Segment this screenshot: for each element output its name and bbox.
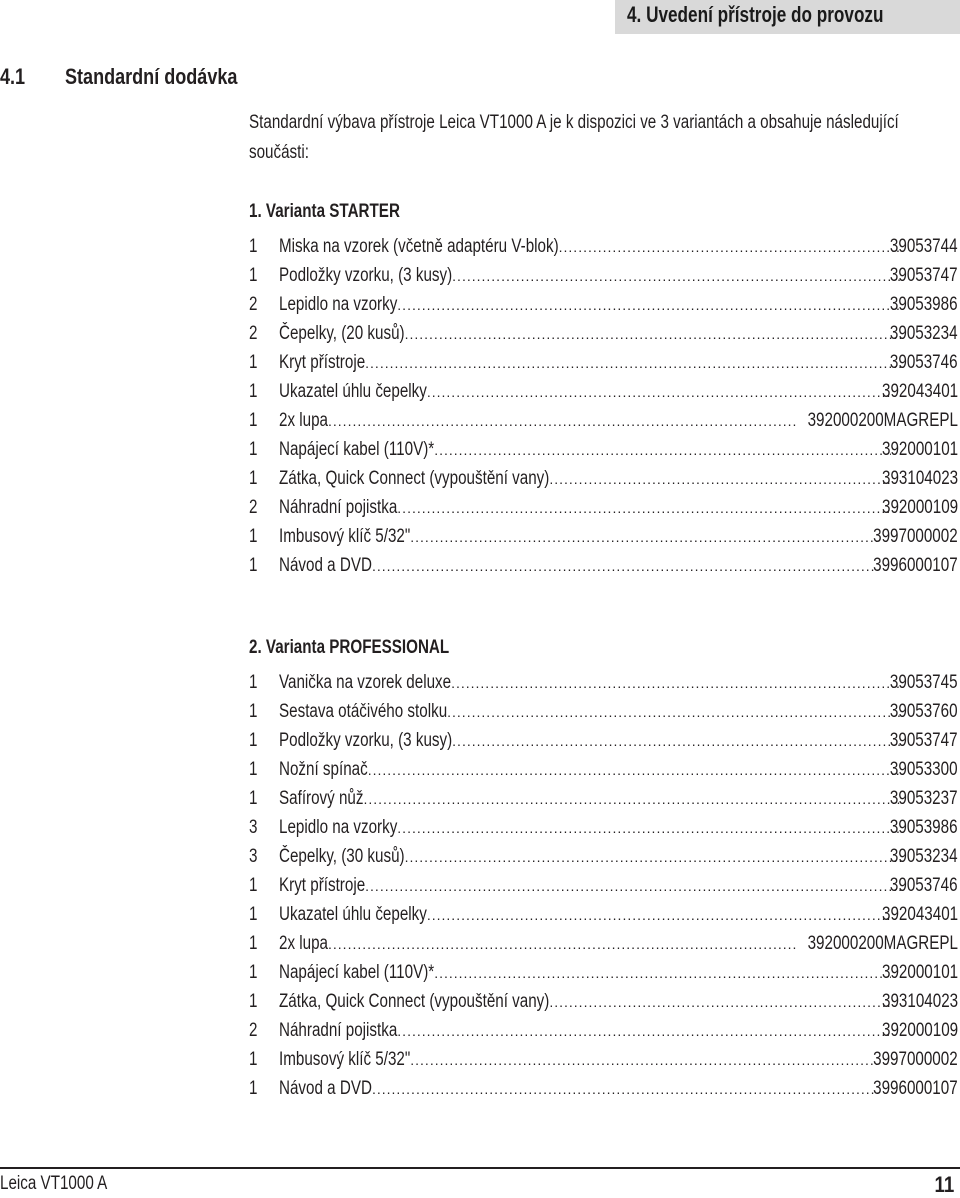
dot-leader (549, 465, 891, 493)
item-name: Kryt přístroje (279, 875, 366, 896)
item-quantity: 1 (249, 672, 258, 693)
list-item (249, 522, 958, 551)
item-quantity: 1 (249, 381, 258, 402)
item-name: Lepidlo na vzorky (279, 817, 398, 838)
item-quantity: 1 (249, 468, 258, 489)
item-name: Napájecí kabel (110V)* (279, 962, 435, 983)
item-order-number: 393104023 (881, 468, 958, 489)
item-quantity: 1 (249, 555, 258, 576)
list-item (249, 726, 958, 755)
item-name: Imbusový klíč 5/32" (279, 526, 411, 547)
item-quantity: 1 (249, 730, 258, 751)
item-order-number: 39053747 (890, 265, 958, 286)
item-quantity: 1 (249, 439, 258, 460)
dot-leader (372, 552, 880, 580)
dot-leader (410, 523, 880, 551)
item-quantity: 1 (249, 526, 258, 547)
item-quantity: 1 (249, 352, 258, 373)
dot-leader (405, 843, 902, 871)
dot-leader (434, 436, 891, 464)
item-name: Safírový nůž (279, 788, 364, 809)
dot-leader (559, 233, 902, 261)
list-item (249, 755, 958, 784)
item-quantity: 1 (249, 236, 258, 257)
list-item (249, 958, 958, 987)
item-name: 2x lupa (279, 933, 329, 954)
item-order-number: 39053744 (890, 236, 958, 257)
item-name: Návod a DVD (279, 555, 372, 576)
item-order-number: 392000101 (881, 962, 958, 983)
item-order-number: 393104023 (881, 991, 958, 1012)
dot-leader (328, 407, 798, 435)
item-order-number: 39053747 (890, 730, 958, 751)
page-number: 11 (934, 1172, 954, 1197)
dot-leader (372, 1075, 880, 1103)
item-name: 2x lupa (279, 410, 329, 431)
chapter-title: 4. Uvedení přístroje do provozu (627, 2, 884, 27)
item-quantity: 2 (249, 323, 258, 344)
item-name: Čepelky, (30 kusů) (279, 846, 405, 867)
item-quantity: 3 (249, 846, 258, 867)
list-item (249, 987, 958, 1016)
footer-product-name: Leica VT1000 A (0, 1173, 108, 1194)
list-item (249, 435, 958, 464)
list-item (249, 668, 958, 697)
item-name: Napájecí kabel (110V)* (279, 439, 435, 460)
list-item (249, 929, 958, 958)
item-name: Kryt přístroje (279, 352, 366, 373)
item-quantity: 1 (249, 701, 258, 722)
list-item (249, 377, 958, 406)
item-order-number: 39053746 (890, 352, 958, 373)
dot-leader (549, 988, 891, 1016)
list-item (249, 551, 958, 580)
section-number: 4.1 (0, 64, 26, 89)
item-quantity: 1 (249, 410, 258, 431)
section-title: Standardní dodávka (65, 64, 238, 89)
item-quantity: 1 (249, 1078, 258, 1099)
list-item (249, 813, 958, 842)
item-order-number: 392000109 (881, 497, 958, 518)
list-item (249, 319, 958, 348)
variant-1-item-list (249, 232, 958, 580)
item-order-number: 392000101 (881, 439, 958, 460)
list-item (249, 261, 958, 290)
item-name: Vanička na vzorek deluxe (279, 672, 452, 693)
list-item (249, 900, 958, 929)
list-item (249, 697, 958, 726)
item-quantity: 2 (249, 1020, 258, 1041)
variant-1-heading: 1. Varianta STARTER (249, 201, 400, 222)
item-order-number: 3997000002 (873, 526, 958, 547)
item-quantity: 1 (249, 759, 258, 780)
item-order-number: 39053745 (890, 672, 958, 693)
item-quantity: 2 (249, 497, 258, 518)
dot-leader (363, 785, 901, 813)
item-name: Zátka, Quick Connect (vypouštění vany) (279, 468, 550, 489)
dot-leader (328, 930, 798, 958)
list-item (249, 1045, 958, 1074)
list-item (249, 406, 958, 435)
dot-leader (365, 349, 901, 377)
variant-2-heading: 2. Varianta PROFESSIONAL (249, 637, 450, 658)
item-order-number: 39053986 (890, 817, 958, 838)
list-item (249, 493, 958, 522)
item-name: Náhradní pojistka (279, 1020, 398, 1041)
dot-leader (410, 1046, 880, 1074)
item-order-number: 39053760 (890, 701, 958, 722)
item-name: Miska na vzorek (včetně adaptéru V-blok) (279, 236, 559, 257)
dot-leader (447, 698, 901, 726)
item-name: Čepelky, (20 kusů) (279, 323, 405, 344)
variant-2-item-list (249, 668, 958, 1103)
list-item (249, 464, 958, 493)
item-quantity: 1 (249, 962, 258, 983)
dot-leader (405, 320, 902, 348)
list-item (249, 348, 958, 377)
item-name: Podložky vzorku, (3 kusy) (279, 730, 453, 751)
item-order-number: 39053986 (890, 294, 958, 315)
list-item (249, 1016, 958, 1045)
item-name: Lepidlo na vzorky (279, 294, 398, 315)
item-order-number: 39053237 (890, 788, 958, 809)
item-quantity: 1 (249, 788, 258, 809)
list-item (249, 784, 958, 813)
item-quantity: 1 (249, 933, 258, 954)
dot-leader (427, 901, 891, 929)
item-quantity: 1 (249, 875, 258, 896)
item-quantity: 1 (249, 991, 258, 1012)
item-name: Náhradní pojistka (279, 497, 398, 518)
dot-leader (397, 1017, 891, 1045)
item-name: Nožní spínač (279, 759, 368, 780)
item-order-number: 39053234 (890, 323, 958, 344)
dot-leader (427, 378, 891, 406)
item-order-number: 392000109 (881, 1020, 958, 1041)
item-name: Zátka, Quick Connect (vypouštění vany) (279, 991, 550, 1012)
list-item (249, 1074, 958, 1103)
item-order-number: 39053234 (890, 846, 958, 867)
item-order-number: 3996000107 (873, 555, 958, 576)
item-order-number: 3996000107 (873, 1078, 958, 1099)
item-order-number: 392043401 (881, 904, 958, 925)
dot-leader (397, 494, 891, 522)
dot-leader (368, 756, 902, 784)
dot-leader (434, 959, 891, 987)
item-order-number: 392000200MAGREPL (807, 933, 958, 954)
dot-leader (451, 669, 901, 697)
dot-leader (397, 814, 901, 842)
item-quantity: 3 (249, 817, 258, 838)
footer-divider (0, 1167, 960, 1169)
list-item (249, 842, 958, 871)
item-name: Ukazatel úhlu čepelky (279, 904, 427, 925)
item-quantity: 2 (249, 294, 258, 315)
item-order-number: 3997000002 (873, 1049, 958, 1070)
item-name: Sestava otáčivého stolku (279, 701, 448, 722)
item-name: Imbusový klíč 5/32" (279, 1049, 411, 1070)
intro-paragraph: Standardní výbava přístroje Leica VT1000 A je k dispozici ve 3 variantách a obsahuje následující součásti: (249, 112, 899, 163)
list-item (249, 232, 958, 261)
item-name: Návod a DVD (279, 1078, 372, 1099)
item-name: Podložky vzorku, (3 kusy) (279, 265, 453, 286)
item-order-number: 39053300 (890, 759, 958, 780)
item-quantity: 1 (249, 1049, 258, 1070)
item-order-number: 392043401 (881, 381, 958, 402)
dot-leader (452, 262, 901, 290)
item-quantity: 1 (249, 904, 258, 925)
dot-leader (365, 872, 901, 900)
item-quantity: 1 (249, 265, 258, 286)
dot-leader (452, 727, 901, 755)
item-name: Ukazatel úhlu čepelky (279, 381, 427, 402)
item-order-number: 392000200MAGREPL (807, 410, 958, 431)
item-order-number: 39053746 (890, 875, 958, 896)
list-item (249, 871, 958, 900)
list-item (249, 290, 958, 319)
dot-leader (397, 291, 901, 319)
